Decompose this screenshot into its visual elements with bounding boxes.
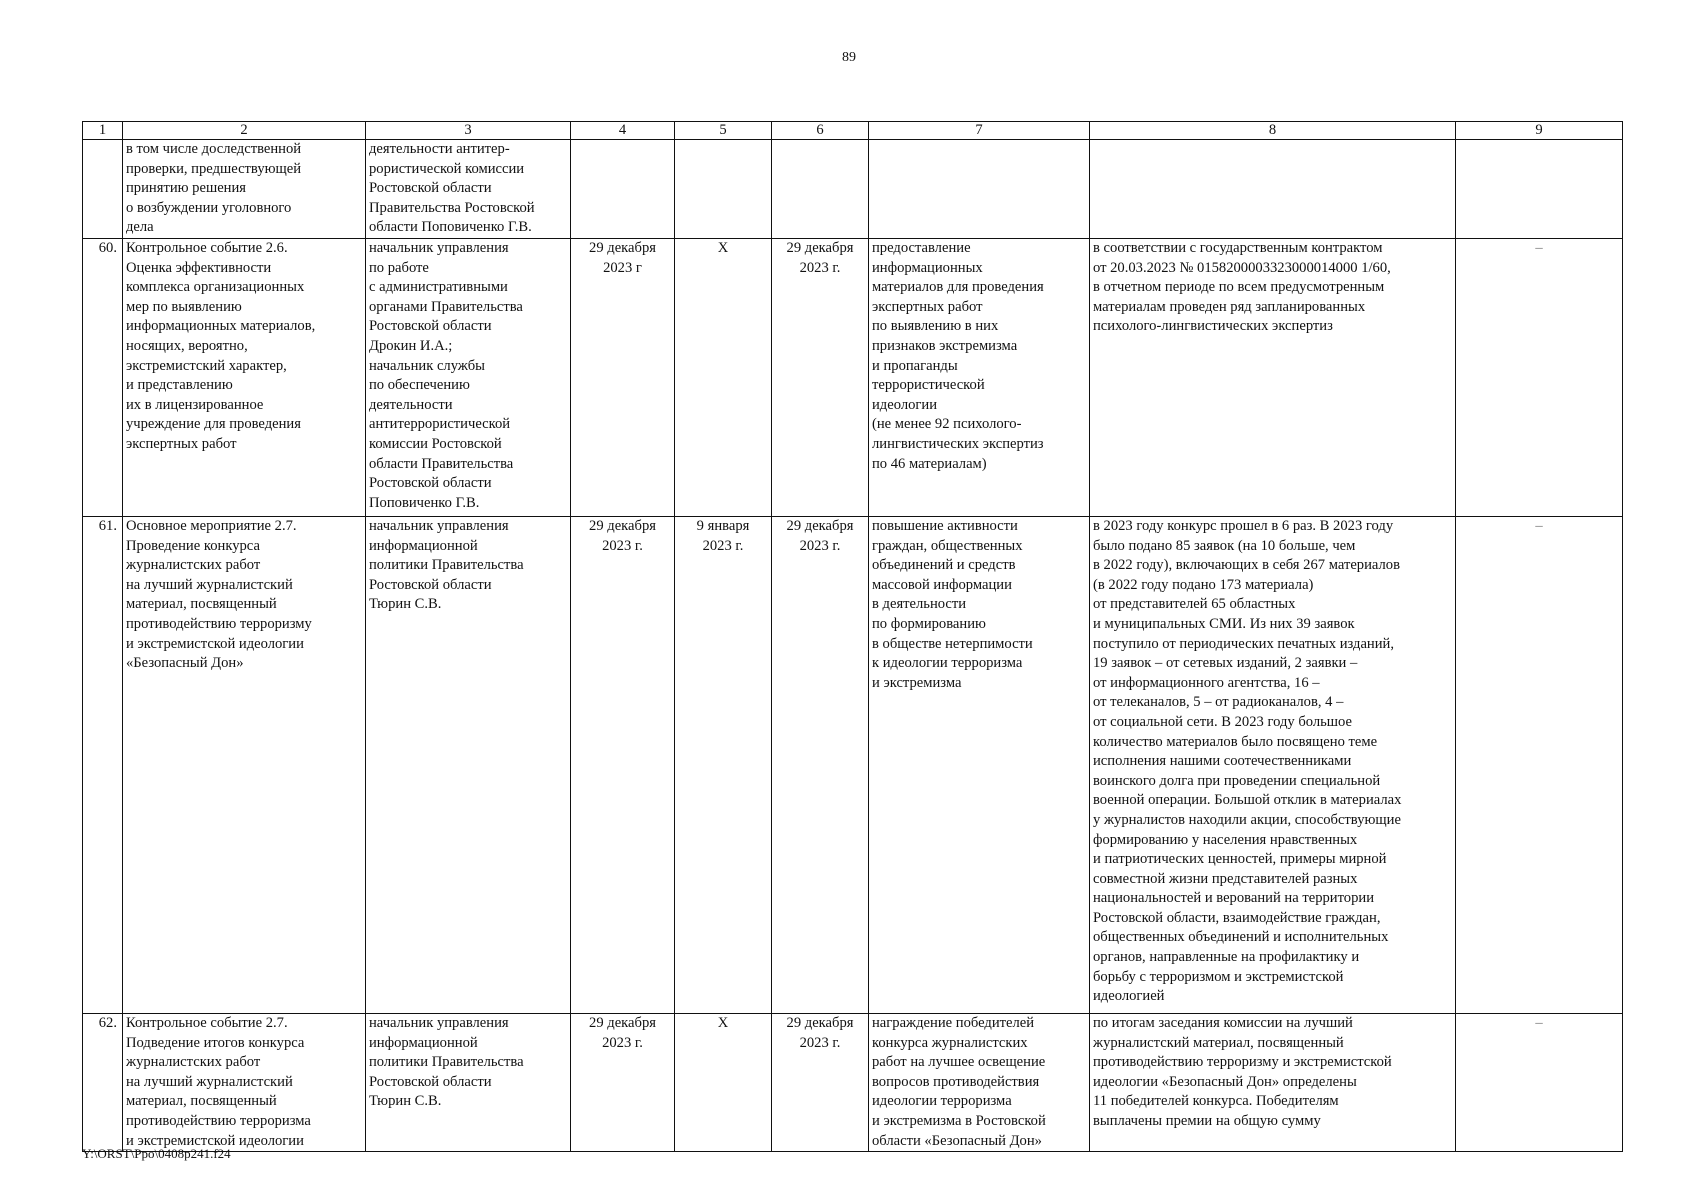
cell-text-line: экстремистский характер,: [126, 357, 287, 374]
note-cell: [1456, 1014, 1623, 1152]
cell-text-line: Ростовской области: [369, 1073, 492, 1090]
actual-result-cell: [1090, 140, 1456, 239]
cell-text-line: области «Безопасный Дон»: [872, 1132, 1042, 1149]
cell-text-line: 29 декабря: [589, 1015, 656, 1031]
cell-text-line: материалам проведен ряд запланированных: [1093, 298, 1366, 315]
cell-text-line: психолого-лингвистических экспертиз: [1093, 318, 1333, 335]
cell-text-line: комиссии Ростовской: [369, 435, 502, 452]
cell-text-line: проверки, предшествующей: [126, 160, 302, 177]
row-number-cell: 61.: [83, 517, 123, 1014]
cell-text-line: Основное мероприятие 2.7.: [126, 518, 297, 534]
start-date-cell: [675, 239, 772, 517]
cell-text-line: 29 декабря: [589, 518, 656, 534]
actual-result-cell: [1090, 1014, 1456, 1152]
actual-result-cell: [1090, 239, 1456, 517]
event-cell: [123, 1014, 366, 1152]
cell-text-line: Поповиченко Г.В.: [369, 494, 480, 511]
cell-text-line: от телеканалов, 5 – от радиоканалов, 4 –: [1093, 694, 1344, 711]
cell-text-line: о возбуждении уголовного: [126, 199, 292, 216]
column-header: 4: [571, 122, 675, 140]
cell-text-line: (в 2022 году подано 173 материала): [1093, 576, 1314, 593]
cell-text-line: Тюрин С.В.: [369, 1093, 442, 1110]
cell-text-line: с административными: [369, 279, 508, 296]
cell-text-line: 2023 г: [603, 259, 642, 276]
cell-text-line: по работе: [369, 259, 429, 276]
cell-text-line: комплекса организационных: [126, 279, 305, 296]
actual-date-cell: [772, 517, 869, 1014]
cell-text-line: от социальной сети. В 2023 году большое: [1093, 713, 1352, 730]
cell-text-line: политики Правительства: [369, 1054, 524, 1071]
column-header: 6: [772, 122, 869, 140]
cell-text-line: информационной: [369, 1034, 478, 1051]
cell-text-line: начальник службы: [369, 357, 485, 374]
column-header: 9: [1456, 122, 1623, 140]
expected-result-cell: [869, 517, 1090, 1014]
cell-text-line: мер по выявлению: [126, 298, 242, 315]
cell-text-line: выплачены премии на общую сумму: [1093, 1112, 1321, 1129]
column-header: 1: [83, 122, 123, 140]
column-header: 7: [869, 122, 1090, 140]
cell-text-line: у журналистов находили акции, способствующие: [1093, 811, 1401, 828]
column-header: 8: [1090, 122, 1456, 140]
row-number-cell: [83, 140, 123, 239]
footer-file-path: Y:\ORST\Ppo\0408p241.f24: [82, 1146, 231, 1161]
cell-text-line: Ростовской области: [369, 576, 492, 593]
cell-text-line: –: [1535, 1015, 1543, 1031]
cell-text-line: Ростовской области, взаимодействие граждан,: [1093, 909, 1381, 926]
cell-text-line: Оценка эффективности: [126, 259, 272, 276]
cell-text-line: и экстремизма: [872, 674, 962, 691]
cell-text-line: в 2022 году), включающих в себя 267 материалов: [1093, 557, 1400, 574]
note-cell: [1456, 140, 1623, 239]
expected-result-cell: [869, 1014, 1090, 1152]
cell-text-line: было подано 85 заявок (на 10 больше, чем: [1093, 537, 1356, 554]
cell-text-line: –: [1535, 240, 1543, 256]
table-row: [83, 140, 1623, 239]
actual-date-cell: [772, 239, 869, 517]
cell-text-line: и пропаганды: [872, 357, 958, 374]
cell-text-line: объединений и средств: [872, 557, 1016, 574]
cell-text-line: террористической: [872, 377, 985, 394]
cell-text-line: на лучший журналистский: [126, 1073, 293, 1090]
cell-text-line: органов, направленные на профилактику и: [1093, 949, 1360, 966]
cell-text-line: 2023 г.: [602, 1034, 643, 1051]
cell-text-line: в 2023 году конкурс прошел в 6 раз. В 2023 году: [1093, 518, 1394, 534]
cell-text-line: и патриотических ценностей, примеры мирной: [1093, 851, 1387, 868]
actual-result-cell: [1090, 517, 1456, 1014]
cell-text-line: 29 декабря: [786, 240, 854, 256]
cell-text-line: их в лицензированное: [126, 396, 264, 413]
cell-text-line: Ростовской области: [369, 180, 492, 197]
expected-result-cell: [869, 239, 1090, 517]
cell-text-line: от представителей 65 областных: [1093, 596, 1296, 613]
cell-text-line: 2023 г.: [702, 537, 744, 554]
cell-text-line: 11 победителей конкурса. Победителям: [1093, 1093, 1339, 1110]
actual-date-cell: [772, 1014, 869, 1152]
cell-text-line: учреждение для проведения: [126, 416, 301, 433]
responsible-cell: [366, 1014, 571, 1152]
cell-text-line: лингвистических экспертиз: [872, 435, 1044, 452]
cell-text-line: в обществе нетерпимости: [872, 635, 1033, 652]
cell-text-line: 2023 г.: [799, 259, 841, 276]
cell-text-line: материалов для проведения: [872, 279, 1044, 296]
cell-text-line: предоставление: [872, 240, 971, 256]
cell-text-line: противодействию терроризму: [126, 615, 312, 632]
cell-text-line: в соответствии с государственным контрактом: [1093, 240, 1383, 256]
cell-text-line: экспертных работ: [126, 435, 237, 452]
page-number: 89: [842, 50, 856, 65]
cell-text-line: антитеррористической: [369, 416, 511, 433]
column-header: 3: [366, 122, 571, 140]
cell-text-line: журналистских работ: [126, 1054, 261, 1071]
cell-text-line: и экстремизма в Ростовской: [872, 1112, 1046, 1129]
cell-text-line: противодействию терроризма: [126, 1112, 311, 1129]
cell-text-line: поступило от периодических печатных изданий,: [1093, 635, 1395, 652]
cell-text-line: количество материалов было посвящено теме: [1093, 733, 1378, 750]
cell-text-line: –: [1535, 518, 1543, 534]
cell-text-line: идеологии «Безопасный Дон» определены: [1093, 1073, 1357, 1090]
cell-text-line: от информационного агентства, 16 –: [1093, 674, 1320, 691]
cell-text-line: 2023 г.: [799, 1034, 841, 1051]
start-date-cell: [675, 140, 772, 239]
event-cell: [123, 517, 366, 1014]
row-number-cell: 60.: [83, 239, 123, 517]
cell-text-line: материал, посвященный: [126, 596, 277, 613]
responsible-cell: [366, 239, 571, 517]
cell-text-line: «Безопасный Дон»: [126, 655, 244, 672]
cell-text-line: начальник управления: [369, 518, 509, 534]
cell-text-line: Дрокин И.А.;: [369, 337, 453, 354]
cell-text-line: совместной жизни представителей разных: [1093, 870, 1358, 887]
cell-text-line: вопросов противодействия: [872, 1073, 1040, 1090]
cell-text-line: 29 декабря: [786, 1015, 854, 1031]
cell-text-line: деятельности: [369, 396, 453, 413]
responsible-cell: [366, 140, 571, 239]
cell-text-line: воинского долга при проведении специальной: [1093, 772, 1381, 789]
cell-text-line: по выявлению в них: [872, 318, 999, 335]
cell-text-line: 2023 г.: [799, 537, 841, 554]
cell-text-line: и муниципальных СМИ. Из них 39 заявок: [1093, 615, 1355, 632]
column-header: 5: [675, 122, 772, 140]
cell-text-line: Тюрин С.В.: [369, 596, 442, 613]
expected-result-cell: [869, 140, 1090, 239]
cell-text-line: общественных объединений и исполнительных: [1093, 929, 1389, 946]
cell-text-line: граждан, общественных: [872, 537, 1023, 554]
cell-text-line: Ростовской области: [369, 318, 492, 335]
cell-text-line: признаков экстремизма: [872, 337, 1018, 354]
cell-text-line: 2023 г.: [602, 537, 643, 554]
planned-date-cell: [571, 239, 675, 517]
cell-text-line: работ на лучшее освещение: [872, 1054, 1046, 1071]
cell-text-line: Проведение конкурса: [126, 537, 260, 554]
cell-text-line: идеологии терроризма: [872, 1093, 1012, 1110]
cell-text-line: Х: [717, 1015, 729, 1031]
cell-text-line: награждение победителей: [872, 1015, 1035, 1031]
cell-text-line: от 20.03.2023 № 0158200003323000014000 1/60,: [1093, 259, 1391, 276]
cell-text-line: Подведение итогов конкурса: [126, 1034, 305, 1051]
cell-text-line: на лучший журналистский: [126, 576, 293, 593]
column-header: 2: [123, 122, 366, 140]
cell-text-line: формированию у населения нравственных: [1093, 831, 1358, 848]
planned-date-cell: [571, 517, 675, 1014]
start-date-cell: [675, 1014, 772, 1152]
cell-text-line: рористической комиссии: [369, 160, 525, 177]
cell-text-line: 29 декабря: [589, 240, 656, 256]
note-cell: [1456, 517, 1623, 1014]
event-cell: [123, 239, 366, 517]
cell-text-line: в деятельности: [872, 596, 967, 613]
cell-text-line: области Правительства: [369, 455, 514, 472]
cell-text-line: информационных материалов,: [126, 318, 316, 335]
column-number-row: [83, 122, 1623, 140]
cell-text-line: начальник управления: [369, 1015, 509, 1031]
cell-text-line: в том числе доследственной: [126, 141, 302, 157]
cell-text-line: начальник управления: [369, 240, 509, 256]
note-cell: [1456, 239, 1623, 517]
cell-text-line: Х: [717, 240, 729, 256]
cell-text-line: журналистский материал, посвященный: [1093, 1034, 1344, 1051]
cell-text-line: деятельности антитер-: [369, 141, 510, 157]
actual-date-cell: [772, 140, 869, 239]
responsible-cell: [366, 517, 571, 1014]
cell-text-line: по 46 материалам): [872, 455, 987, 472]
cell-text-line: информационных: [872, 259, 983, 276]
cell-text-line: принятию решения: [126, 180, 246, 197]
cell-text-line: Ростовской области: [369, 475, 492, 492]
cell-text-line: и экстремистской идеологии: [126, 1132, 304, 1149]
cell-text-line: 29 декабря: [786, 518, 854, 534]
cell-text-line: Правительства Ростовской: [369, 199, 535, 216]
cell-text-line: информационной: [369, 537, 478, 554]
report-table: [82, 121, 1623, 1152]
table-row: [83, 1014, 1623, 1152]
cell-text-line: Контрольное событие 2.7.: [126, 1015, 288, 1031]
cell-text-line: органами Правительства: [369, 298, 523, 315]
cell-text-line: дела: [126, 219, 154, 236]
cell-text-line: к идеологии терроризма: [872, 655, 1023, 672]
cell-text-line: носящих, вероятно,: [126, 337, 248, 354]
cell-text-line: по формированию: [872, 615, 986, 632]
cell-text-line: Контрольное событие 2.6.: [126, 240, 288, 256]
cell-text-line: в отчетном периоде по всем предусмотренным: [1093, 279, 1385, 296]
cell-text-line: и экстремистской идеологии: [126, 635, 304, 652]
cell-text-line: массовой информации: [872, 576, 1012, 593]
event-cell: [123, 140, 366, 239]
cell-text-line: идеологией: [1093, 988, 1165, 1005]
cell-text-line: повышение активности: [872, 518, 1018, 534]
planned-date-cell: [571, 140, 675, 239]
cell-text-line: и представлению: [126, 377, 233, 394]
cell-text-line: противодействию терроризму и экстремистской: [1093, 1054, 1392, 1071]
start-date-cell: [675, 517, 772, 1014]
cell-text-line: 9 января: [696, 518, 750, 534]
cell-text-line: борьбу с терроризмом и экстремистской: [1093, 968, 1344, 985]
planned-date-cell: [571, 1014, 675, 1152]
cell-text-line: военной операции. Большой отклик в материалах: [1093, 792, 1402, 809]
cell-text-line: политики Правительства: [369, 557, 524, 574]
cell-text-line: журналистских работ: [126, 557, 261, 574]
cell-text-line: идеологии: [872, 396, 938, 413]
cell-text-line: (не менее 92 психолого-: [872, 416, 1022, 433]
table-row: [83, 239, 1623, 517]
cell-text-line: национальностей и верований на территории: [1093, 890, 1375, 907]
cell-text-line: материал, посвященный: [126, 1093, 277, 1110]
cell-text-line: по обеспечению: [369, 377, 470, 394]
table-row: [83, 517, 1623, 1014]
cell-text-line: конкурса журналистских: [872, 1034, 1028, 1051]
cell-text-line: области Поповиченко Г.В.: [369, 219, 532, 236]
cell-text-line: 19 заявок – от сетевых изданий, 2 заявки –: [1093, 655, 1358, 672]
cell-text-line: исполнения нашими соотечественниками: [1093, 753, 1352, 770]
cell-text-line: экспертных работ: [872, 298, 983, 315]
cell-text-line: по итогам заседания комиссии на лучший: [1093, 1015, 1353, 1031]
row-number-cell: 62.: [83, 1014, 123, 1152]
